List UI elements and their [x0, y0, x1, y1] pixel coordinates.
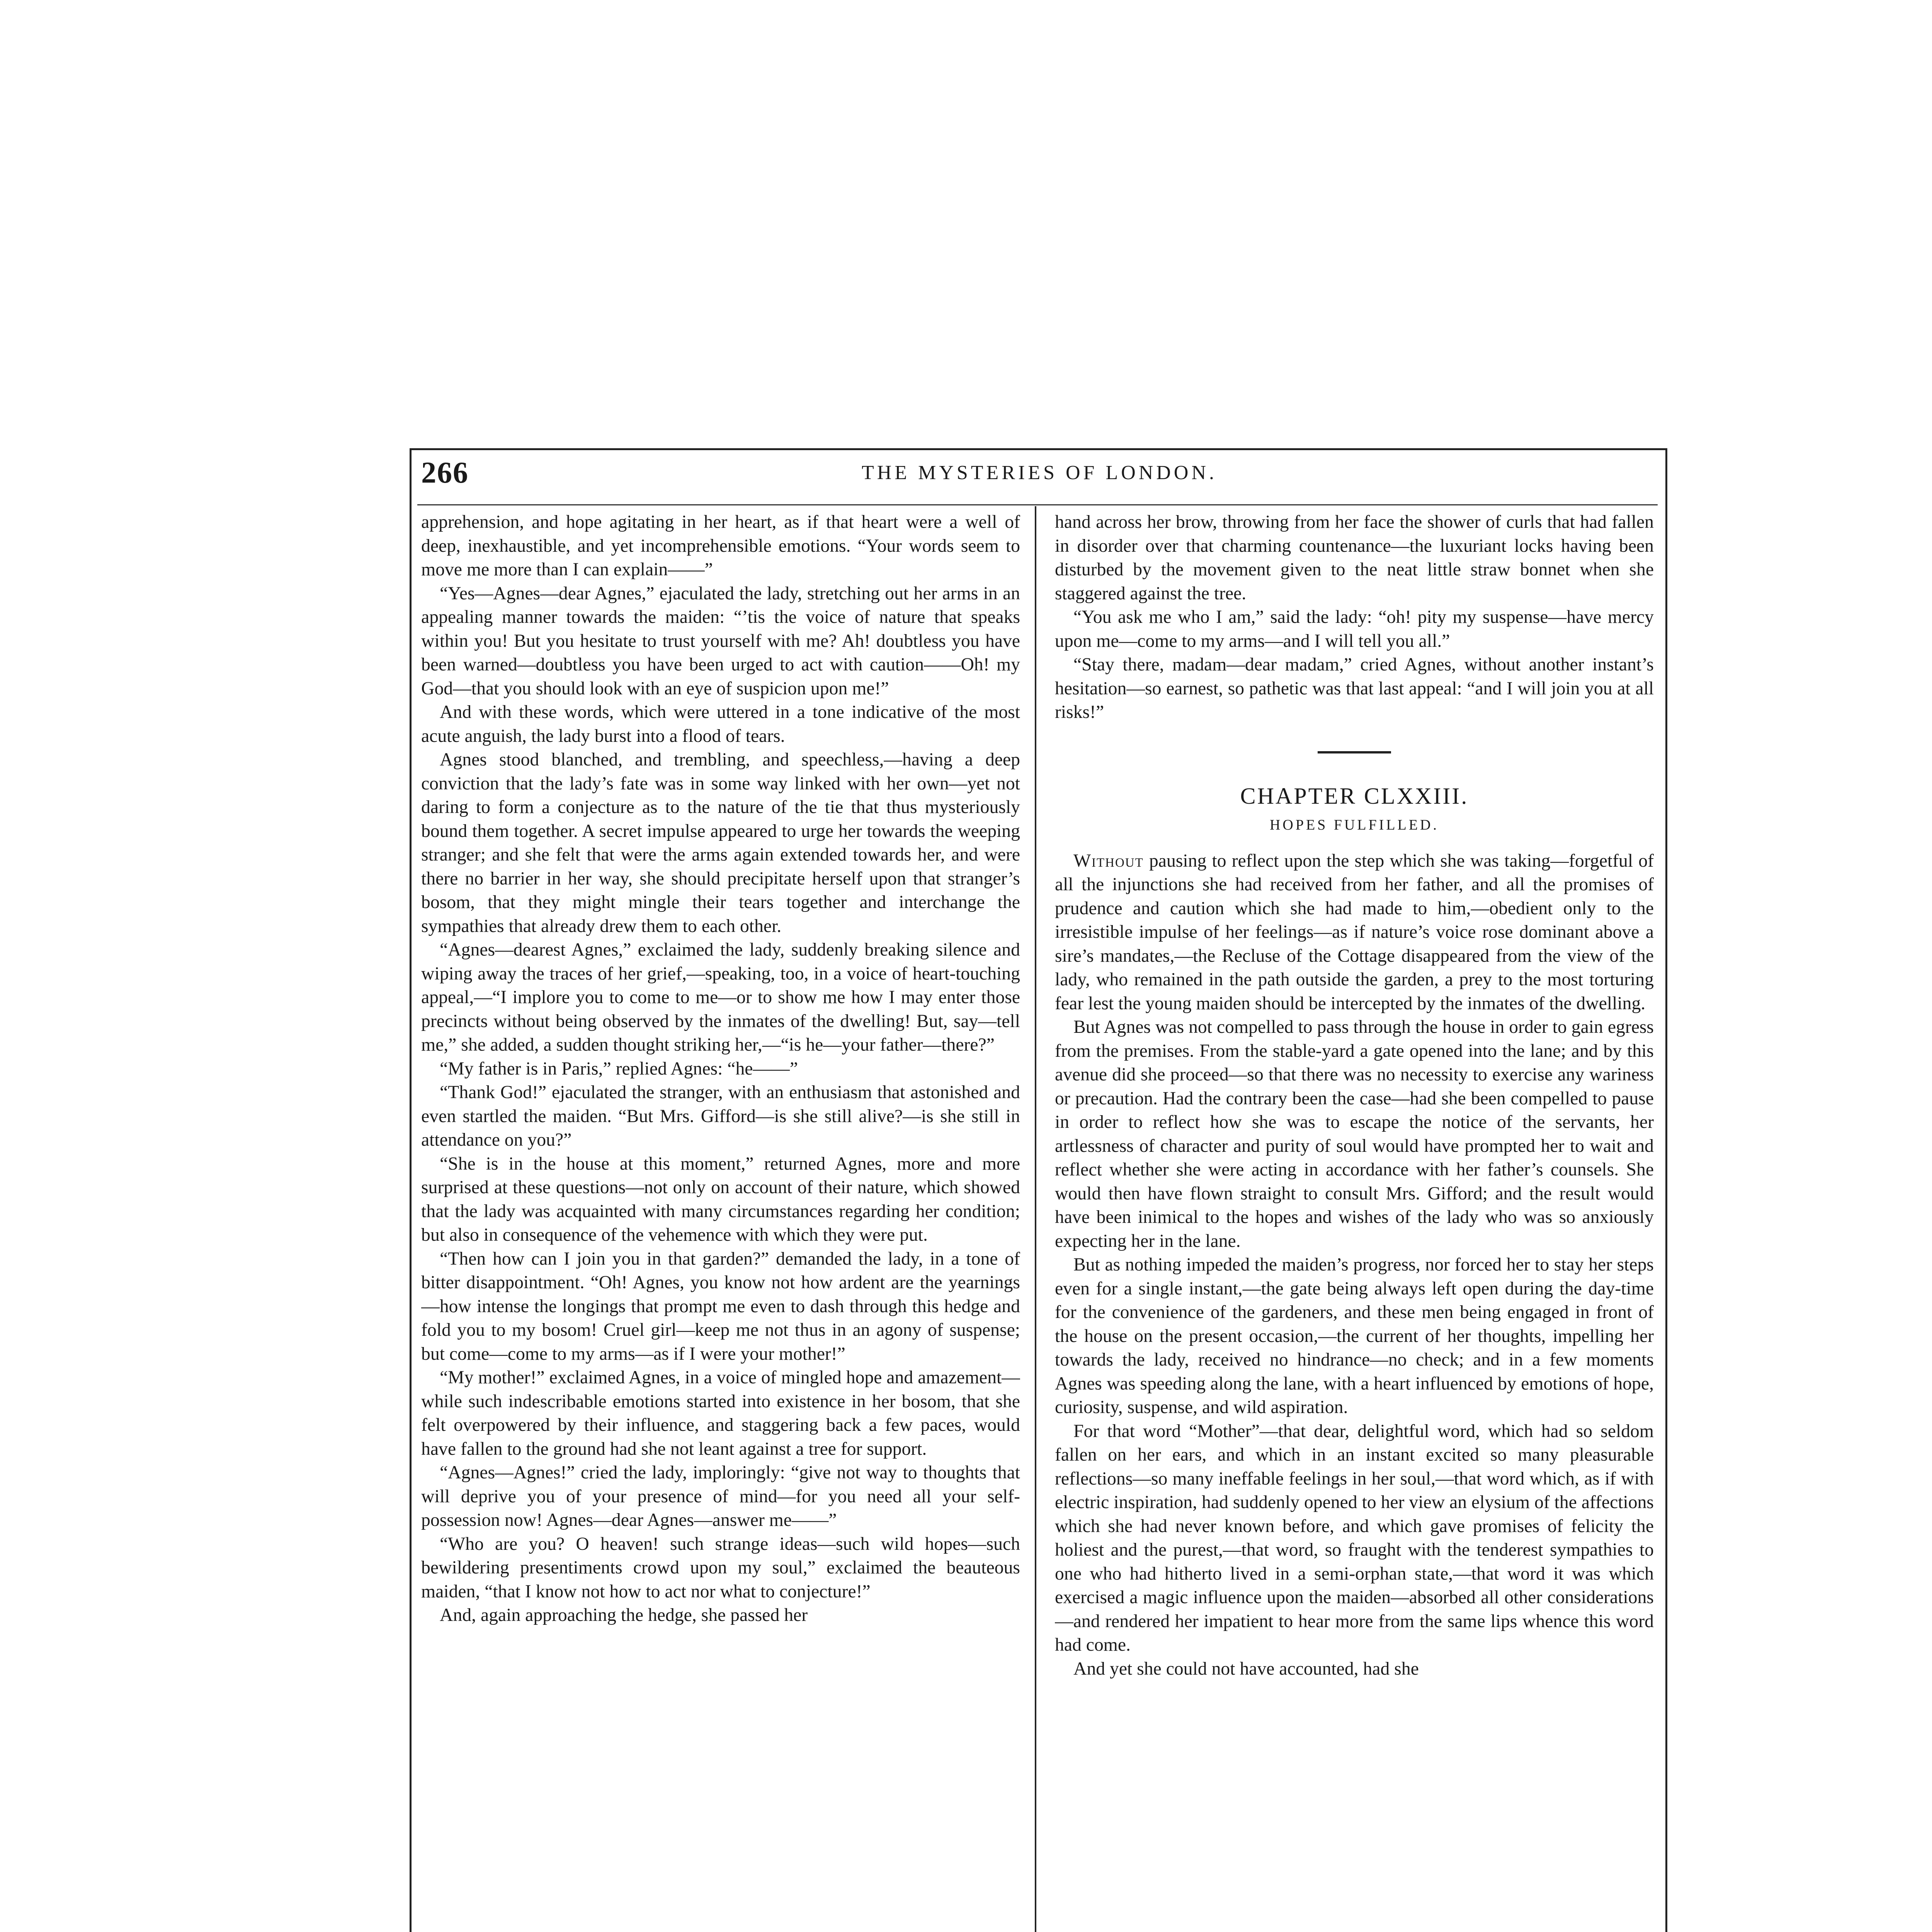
chapter-subtitle: HOPES FULFILLED.: [1269, 817, 1439, 833]
paragraph: But as nothing impeded the maiden’s progress, nor forced her to stay her steps even for a single instant,—the gate being always left open during the day-time for the convenience of the gardeners, and these men being engaged in front of the house on the present occasion,—the current of her thoughts, impelling her towards the lady, received no hindrance—no check; and in a few moments Agnes was speeding along the lane, with a heart influenced by emotions of hope, curiosity, suspense, and wild aspiration.: [1055, 1254, 1654, 1417]
paragraph: “Yes—Agnes—dear Agnes,” ejaculated the lady, stretching out her arms in an appealing manner towards the maiden: “’tis the voice of nature that speaks within you! But you hesitate to trust yourself with me? Ah! doubtless you have been warned—doubtless you have been urged to act with caution——Oh! my God—that you should look with an eye of suspicion upon me!”: [421, 583, 1020, 699]
paragraph: And, again approaching the hedge, she passed her: [440, 1605, 808, 1625]
chapter-first-paragraph-text: pausing to reflect upon the step which she was taking—forgetful of all the injunctions she had received from her father, and all the promises of prudence and caution which she had made to him,—obedient only to the irresistible impulse of her feelings—as if nature’s voice rose dominant above a sire’s mandates,—the Recluse of the Cottage disappeared from the view of the lady, who remained in the path outside the garden, a prey to the most torturing fear lest the young maiden should be intercepted by the inmates of the dwelling.: [1055, 850, 1654, 1014]
paragraph: And with these words, which were uttered in a tone indicative of the most acute anguish, the lady burst into a flood of tears.: [421, 702, 1020, 746]
paragraph: apprehension, and hope agitating in her heart, as if that heart were a well of deep, inexhaustible, and yet incomprehensible emotions. “Your words seem to move me more than I can explain——”: [421, 512, 1020, 580]
page-frame-top-rule: [410, 448, 1665, 450]
paragraph: But Agnes was not compelled to pass through the house in order to gain egress from the premises. From the stable-yard a gate opened into the lane; and by this avenue did she proceed—so that there was no necessity to exercise any wariness or precaution. Had the contrary been the case—had she been compelled to pause in order to reflect how she was to escape the notice of the servants, her artlessness of character and purity of soul would have prompted her to wait and reflect whether she were acting in accordance with her father’s counsels. She would then have flown straight to consult Mrs. Gifford; and the result would have been inimical to the hopes and wishes of the lady who was so anxiously expecting her in the lane.: [1055, 1017, 1654, 1251]
page-frame-right-rule: [1665, 448, 1667, 1932]
page-header: [421, 455, 1658, 498]
right-column: [1055, 510, 1654, 1932]
chapter-title: CHAPTER CLXXIII.: [1240, 783, 1469, 809]
running-title: THE MYSTERIES OF LONDON.: [862, 462, 1217, 484]
paragraph: Agnes stood blanched, and trembling, and speechless,—having a deep conviction that the lady’s fate was in some way linked with her own—yet not daring to form a conjecture as to the nature of the tie that thus mysteriously bound them together. A secret impulse appeared to urge her towards the weeping stranger; and she felt that were the arms again extended towards her, and were there no barrier in her way, she should precipitate herself upon that stranger’s bosom, that they might mingle their tears together and interchange the sympathies that already drew them to each other.: [421, 749, 1020, 936]
header-rule: [417, 504, 1658, 505]
chapter-first-paragraph: [1055, 849, 1654, 1015]
paragraph: “My father is in Paris,” replied Agnes: “he——”: [440, 1058, 798, 1079]
paragraph: “Who are you? O heaven! such strange ideas—such wild hopes—such bewildering presentiments crowd upon my soul,” exclaimed the beauteous maiden, “that I know not how to act nor what to conjecture!”: [421, 1533, 1020, 1602]
paragraph: For that word “Mother”—that dear, delightful word, which had so seldom fallen on her ears, and which in an instant excited so many pleasurable reflections—so many ineffable feelings in her soul,—that word which, as if with electric inspiration, had suddenly opened to her view an elysium of the affections which she had never known before, and which gave promises of felicity the holiest and the purest,—that word, so fraught with the tenderest sympathies to one who had hitherto lived in a semi-orphan state,—that word it was which exercised a magic influence upon the maiden—absorbed all other considerations—and rendered her impatient to hear more from the same lips whence this word had come.: [1055, 1420, 1654, 1655]
paragraph: “My mother!” exclaimed Agnes, in a voice of mingled hope and amazement—while such indescribable emotions started into existence in her bosom, that she felt overpowered by their influence, and staggering back a few paces, would have fallen to the ground had she not leant against a tree for support.: [421, 1367, 1020, 1459]
paragraph: And yet she could not have accounted, had she: [1073, 1658, 1419, 1679]
paragraph: hand across her brow, throwing from her face the shower of curls that had fallen in disorder over that charming countenance—the luxuriant locks having been disturbed by the movement given to the neat little straw bonnet when she staggered against the tree.: [1055, 512, 1654, 604]
section-separator-rule: [1318, 751, 1391, 753]
paragraph: “She is in the house at this moment,” returned Agnes, more and more surprised at these questions—not only on account of their nature, which showed that the lady was acquainted with many circumstances regarding her condition; but also in consequence of the vehemence with which they were put.: [421, 1153, 1020, 1245]
paragraph: “Thank God!” ejaculated the stranger, with an enthusiasm that astonished and even startled the maiden. “But Mrs. Gifford—is she still alive?—is she still in attendance on you?”: [421, 1082, 1020, 1150]
column-divider-rule: [1035, 506, 1036, 1932]
newspaper-page: [410, 394, 1677, 1932]
chapter-lead-word: Without: [1073, 850, 1144, 871]
paragraph: “Then how can I join you in that garden?” demanded the lady, in a tone of bitter disappointment. “Oh! Agnes, you know not how ardent are the yearnings—how intense the longings that prompt me even to dash through this hedge and fold you to my bosom! Cruel girl—keep me not thus in an agony of suspense; but come—come to my arms—as if I were your mother!”: [421, 1248, 1020, 1364]
left-column: [421, 510, 1020, 1932]
paragraph: “Stay there, madam—dear madam,” cried Agnes, without another instant’s hesitation—so earnest, so pathetic was that last appeal: “and I will join you at all risks!”: [1055, 654, 1654, 722]
page-number: 266: [421, 456, 469, 489]
paragraph: “You ask me who I am,” said the lady: “oh! pity my suspense—have mercy upon me—come to my arms—and I will tell you all.”: [1055, 607, 1654, 651]
page-frame-left-rule: [410, 448, 412, 1932]
paragraph: “Agnes—Agnes!” cried the lady, imploringly: “give not way to thoughts that will deprive you of your presence of mind—for you need all your self-possession now! Agnes—dear Agnes—answer me——”: [421, 1462, 1020, 1530]
paragraph: “Agnes—dearest Agnes,” exclaimed the lady, suddenly breaking silence and wiping away the traces of her grief,—speaking, too, in a voice of heart-touching appeal,—“I implore you to come to me—or to show me how I may enter those precincts without being observed by the inmates of the dwelling! But, say—tell me,” she added, a sudden thought striking her,—“is he—your father—there?”: [421, 939, 1020, 1055]
